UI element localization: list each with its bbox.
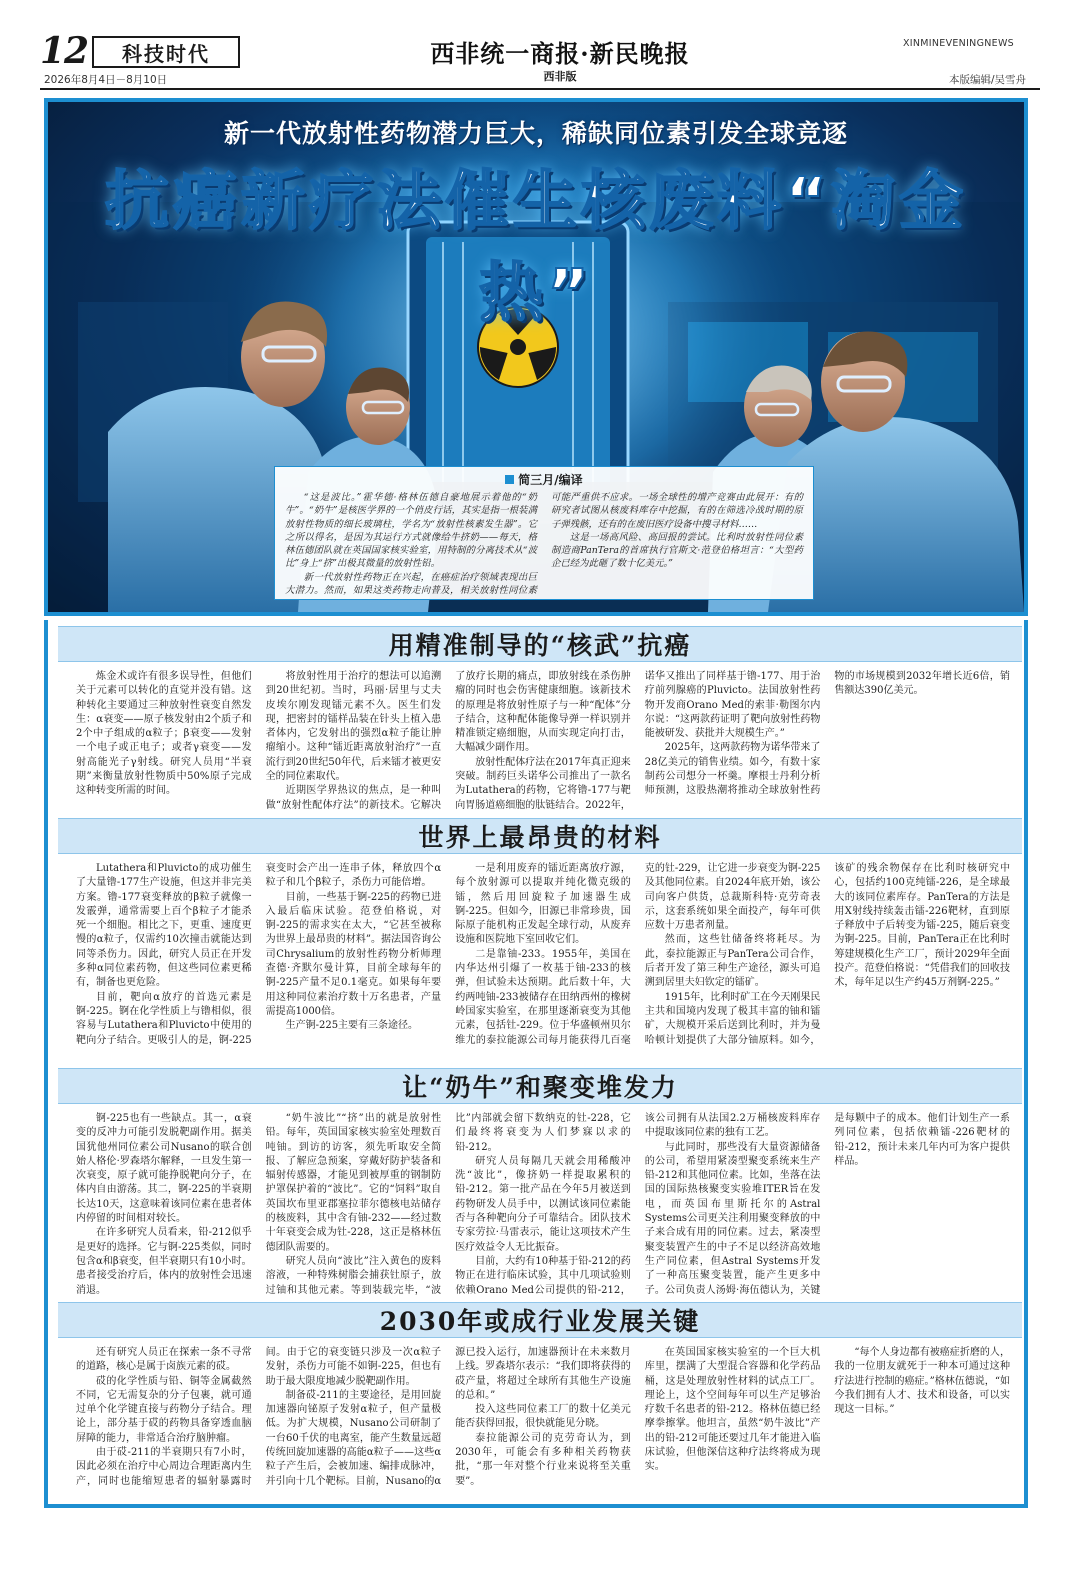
section-title: 让“奶牛”和聚变堆发力: [402, 1073, 678, 1102]
lead-paragraph: 新一代放射性药物正在兴起，在癌症治疗领域表现出巨大潜力。然而，如果这类药物走向普及，相关放射性同位素可能严重供不应求。一场全球性的增产竞赛由此展开：有的研究者试图从核废料库存中挖掘，有的在筛选冷战时期的原子弹残骸，还有的在废旧医疗设备中搜寻材料……: [285, 492, 803, 597]
paragraph: 制备砹-211的主要途径，是用回旋加速器向铋原子发射α粒子，但产量极低。为扩大规模，Nusano公司研制了一台60千伏的电离室，能产生数量远超传统回旋加速器的高能α粒子——这些α粒子产生后，会被加速、编排成脉冲，并引向十几个靶标。目前，Nusano的α源已投入运行，加速器预计在未来数月上线。罗森塔尔表示：“我们即将获得的砹产量，将超过全球所有其他生产设施的总和。”: [265, 1347, 631, 1487]
byline: [285, 471, 803, 488]
paragraph: 生产锕-225主要有三条途径。: [285, 1020, 419, 1032]
paragraph: 2025年，这两款药物为诺华带来了28亿美元的销售业绩。如今，有数十家制药公司想分一杯羹。摩根士丹利分析师预测，这股热潮将推动全球放射性药物的市场规模到2032年增长近6倍，销售额达390亿美元。: [644, 671, 1010, 797]
paragraph: 泰拉能源公司的克劳奇认为，到2030年，可能会有多种相关药物获批，“那一年对整个行业来说将至关重要”。: [455, 1432, 631, 1487]
paragraph: 近期医学界热议的焦点，是一种叫做“放射性配体疗法”的新技术。它解决了放疗长期的痛点，即放射线在杀伤肿瘤的同时也会伤害健康细胞。该新技术的原理是将放射性原子与一种“配体”分子结合，这种配体能像导弹一样识别并精准锁定癌细胞，从而实现定向打击，大幅减少副作用。: [265, 671, 631, 811]
section-name: 科技时代: [122, 41, 210, 66]
masthead-rule: [40, 88, 1040, 90]
lead-paragraph: 这是一场高风险、高回报的尝试。比利时放射性同位素制造商PanTera的首席执行官斯文·范登伯格坦言：“大型药企已经为此砸了数十亿美元。”: [551, 531, 803, 570]
byline-text: 简三月/编译: [518, 473, 583, 487]
section-text-4: [76, 1346, 1010, 1498]
section-heading-2: [58, 818, 1022, 854]
paragraph: 目前，一些基于锕-225的药物已进入最后临床试验。范登伯格说，对锕-225的需求实在太大，“它甚至被称为世界上最昂贵的材料”。据法国咨询公司Chrysalium的放射性药物分析师理查德·齐默尔曼计算，目前全球每年的锕-225产量不足0.1毫克。如果每年要用这种同位素治疗数十万名患者，产量需提高1000倍。: [265, 891, 442, 1017]
section-title: 2030年或成行业发展关键: [379, 1307, 701, 1336]
section-heading-3: [58, 1068, 1022, 1104]
paragraph: 然而，这些钍储备终将耗尽。为此，泰拉能源正与PanTera公司合作，后者开发了第三种生产途径，源头可追溯到居里夫妇钦定的镭矿。: [644, 934, 821, 989]
paragraph: 锕-225也有一些缺点。其一，α衰变的反冲力可能引发脱靶副作用。据美国犹他州同位素公司Nusano的联合创始人格伦·罗森塔尔解释，一旦发生第一次衰变，原子就可能挣脱靶向分子，在体内自由游荡。其二，锕-225的半衰期长达10天，这意味着该同位素在患者体内停留的时间相对较长。: [76, 1113, 252, 1225]
paragraph: 一是利用废弃的镭近距离放疗源，每个放射源可以提取并纯化微克级的镭，然后用回旋粒子加速器生成锕-225。但如今，旧源已非常珍贵，国际原子能机构正发起全球行动，从废弃设施和医院地下室回收它们。: [455, 863, 631, 946]
hero-banner: [44, 98, 1028, 616]
paragraph: 研究人员每隔几天就会用稀酸冲洗“波比”，像挤奶一样提取累积的铅-212。第一批产品在今年5月被送到药物研发人员手中，以测试该同位素能否与各种靶向分子可靠结合。团队技术专家劳拉·马雷表示，能让这项技术产生医疗效益令人无比振奋。: [455, 1155, 631, 1253]
page-number: 12: [40, 30, 89, 72]
hero-kicker: 新一代放射性药物潜力巨大，稀缺同位素引发全球竞逐: [223, 119, 848, 148]
paragraph: 二是靠铀-233。1955年，美国在内华达州引爆了一枚基于铀-233的核弹，但试验未达预期。此后数十年，大约两吨铀-233被储存在田纳西州的橡树岭国家实验室，在那里逐渐衰变为其他元素，包括钍-229。位于华盛顿州贝尔维尤的泰拉能源公司每月能获得几百毫克的钍-229，让它进一步衰变为锕-225及其他同位素。自2024年底开始，该公司向客户供货，总裁斯科特·克劳奇表示，这套系统如果全面投产，每年可供应数十万患者剂量。: [455, 863, 821, 1046]
newspaper-name: 西非统一商报·新民晚报: [430, 39, 690, 68]
section-heading-1: [58, 626, 1022, 662]
paragraph: 在英国国家核实验室的一个巨大机库里，摆满了大型混合容器和化学药品桶，这是处理放射性材料的试点工厂。理论上，这个空间每年可以生产足够治疗数千名患者的铅-212。格林伍德已经摩拳擦掌。他坦言，虽然“奶牛波比”产出的铅-212可能还要过几年才能进入临床试验，但他深信这种疗法终将成为现实。: [644, 1347, 821, 1473]
paragraph: 研究人员向“波比”注入黄色的废料溶液，一种特殊树脂会捕获钍原子，放过铀和其他元素。等到装载完毕，“波比”内部就会留下数纳克的钍-228，它们最终将衰变为人们梦寐以求的铅-212。: [265, 1113, 631, 1296]
paragraph: 由于砹-211的半衰期只有7小时，因此必须在治疗中心周边合理距离内生产，同时也能缩短患者的辐射暴露时间。由于它的衰变链只涉及一次α粒子发射，杀伤力可能不如锕-225，但也有助于最大限度地减少脱靶副作用。: [76, 1347, 442, 1487]
paragraph: “每个人身边都有被癌症折磨的人，我的一位朋友就死于一种本可通过这种疗法进行控制的癌症。”格林伍德说，“如今我们拥有人才、技术和设备，可以实现这一目标。”: [834, 1347, 1010, 1416]
edition-label: 西非版: [543, 70, 577, 83]
section-title: 用精准制导的“核武”抗癌: [388, 631, 692, 660]
paragraph: 目前，大约有10种基于铅-212的药物正在进行临床试验，其中几项试验则依赖Orano Med公司提供的铅-212，该公司拥有从法国2.2万桶核废料库存中提取该同位素的独有工艺。: [455, 1113, 821, 1296]
paragraph: Lutathera和Pluvicto的成功催生了大量镥-177生产设施，但这并非完美方案。镥-177衰变释放的β粒子就像一发霰弹，通常需要上百个β粒子才能杀死一个细胞。相比之下，更重、速度更慢的α粒子，仅需约10次撞击就能达到同等杀伤力。因此，研究人员正在开发多种α同位素药物，但这些同位素更稀有，制备也更危险。: [76, 863, 252, 989]
paragraph: 投入这些同位素工厂的数十亿美元能否获得回报，很快就能见分晓。: [455, 1404, 631, 1430]
paragraph: 炼金术或许有很多误导性，但他们关于元素可以转化的直觉并没有错。这种转化主要通过三种放射性衰变自然发生：α衰变——原子核发射由2个质子和2个中子组成的α粒子；β衰变——发射一个电子或正电子；或者γ衰变——发射高能光子γ射线。研究人员用“半衰期”来衡量放射性物质中50%原子完成这种转变所需的时间。: [76, 671, 252, 797]
lead-text: [285, 491, 803, 599]
paragraph: 还有研究人员正在探索一条不寻常的道路，核心是属于卤族元素的砹。: [76, 1347, 252, 1373]
article-body: [44, 620, 1028, 1508]
masthead: [40, 28, 1040, 94]
site-name: XINMINEVENINGNEWS: [902, 38, 1014, 49]
paragraph: 目前，靶向α放疗的首选元素是锕-225。锕在化学性质上与镥相似，很容易与Lutathera和Pluvicto中使用的靶向分子结合。更吸引人的是，锕-225衰变时会产出一连串子体，释放四个α粒子和几个β粒子，杀伤力可能倍增。: [76, 863, 442, 1046]
lead-paragraph: “这是波比。”霍华德·格林伍德自豪地展示着他的“奶牛”。“奶牛”是核医学界的一个俏皮行话，其实是指一根装满放射性物质的细长玻璃柱，学名为“放射性核素发生器”。它之所以得名，是因为其运行方式就像给牛挤奶——每天，格林伍德团队就在英国国家核实验室，用特制的分离技术从“波比”身上“挤”出极其微量的放射性铅。: [285, 492, 537, 570]
paragraph: 放射性配体疗法在2017年真正迎来突破。制药巨头诺华公司推出了一款名为Lutathera的药物，它将镥-177与靶向胃肠道癌细胞的肽链结合。2022年，诺华又推出了同样基于镥-177、用于治疗前列腺癌的Pluvicto。法国放射性药物开发商Orano Med的索菲·勒图尔内尔说：“这两款药证明了靶向放射性药物能被研发、获批并大规模生产。”: [455, 671, 821, 811]
section-title: 世界上最昂贵的材料: [418, 823, 662, 852]
section-text-1: [76, 670, 1010, 816]
hero-headline: 抗癌新疗法催生核废料“淘金热”: [104, 165, 968, 331]
paragraph: 将放射性用于治疗的想法可以追溯到20世纪初。当时，玛丽·居里与丈夫皮埃尔刚发现镭元素不久。医生们发现，把密封的镭样品装在针头上植入患者体内，它发射出的强烈α粒子能让肿瘤缩小。这种“镭近距离放射治疗”一直流行到20世纪50年代，后来镭才被更安全的同位素取代。: [265, 671, 442, 783]
paragraph: 与此同时，那些没有大量资源储备的公司，希望用紧凑型聚变系统来生产铅-212和其他同位素。比如，坐落在法国的国际热核聚变实验堆ITER旨在发电，而英国布里斯托尔的Astral Systems公司更关注利用聚变释放的中子来合成有用的同位素。过去，紧凑型聚变装置产生的中子不足以经济高效地生产同位素，但Astral Systems开发了一种高压聚变装置，能产生更多中子。公司负责人汤姆·海伍德认为，关键是每颗中子的成本。他们计划生产一系列同位素，包括依赖镭-226靶材的铅-212，预计未来几年内可为客户提供样品。: [644, 1113, 1010, 1296]
byline-square-icon: [505, 475, 514, 484]
section-text-3: [76, 1112, 1010, 1298]
paragraph: 在许多研究人员看来，铅-212似乎是更好的选择。它与锕-225类似，同时包含α和β衰变，但半衰期只有10小时。患者接受治疗后，体内的放射性会迅速消退。: [76, 1227, 252, 1296]
issue-dates: 2026年8月4日－8月10日: [44, 74, 168, 86]
paragraph: 砹的化学性质与铅、铜等金属截然不同，它无需复杂的分子包裹，就可通过单个化学键直接与药物分子结合。理论上，部分基于砹的药物具备穿透血脑屏障的能力，非常适合治疗脑肿瘤。: [76, 1375, 252, 1444]
lead-box: [274, 466, 814, 600]
section-text-2: [76, 862, 1010, 1062]
paragraph: “奶牛波比”“挤”出的就是放射性铅。每年，英国国家核实验室处理数百吨铀。到访的访客，须先听取安全简报、了解应急预案，穿戴好防护装备和辐射传感器，才能见到被厚重的钢制防护罩保护着的“波比”。它的“饲料”取自英国坎布里亚郡塞拉菲尔德核电站储存的核废料，其中含有铀-232——经过数十年衰变会成为钍-228，这正是格林伍德团队需要的。: [265, 1113, 442, 1253]
page-editor: 本版编辑/吴雪舟: [948, 74, 1026, 86]
section-label: [92, 36, 240, 68]
section-heading-4: [58, 1302, 1022, 1338]
paragraph: 1915年，比利时矿工在今天刚果民主共和国境内发现了极其丰富的铀和镭矿，大规模开采后送到比利时，并为曼哈顿计划提供了大部分铀原料。如今，该矿的残余物保存在比利时核研究中心，包括约100克纯镭-226，是全球最大的该同位素库存。PanTera的方法是用X射线持续轰击镭-226靶材，直到原子释放中子后转变为镭-225，随后衰变为锕-225。目前，PanTera正在比利时筹建规模化生产工厂，预计2029年全面投产。范登伯格说：“凭借我们的回收技术，每年足以生产约45万剂锕-225。”: [644, 863, 1010, 1046]
